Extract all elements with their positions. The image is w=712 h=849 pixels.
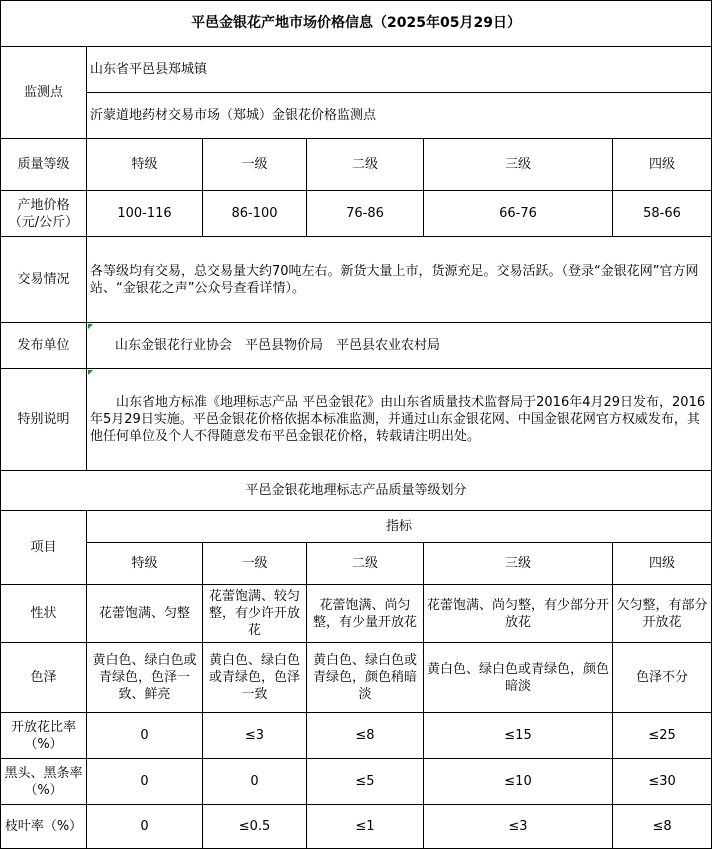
price-label: 产地价格（元/公斤） [1, 191, 87, 237]
cell: ≤5 [307, 759, 424, 805]
std-grade-fourth: 四级 [613, 543, 712, 585]
cell: ≤1 [307, 805, 424, 849]
cell: ≤25 [613, 713, 712, 759]
cell: ≤8 [307, 713, 424, 759]
table-row [1, 643, 712, 713]
cell: ≤10 [424, 759, 613, 805]
publisher-label: 发布单位 [1, 323, 87, 369]
std-grade-first: 一级 [203, 543, 307, 585]
monitor-place: 山东省平邑县郑城镇 [87, 47, 712, 93]
cell: 0 [87, 759, 203, 805]
row-label-open-rate: 开放花比率（%） [1, 713, 87, 759]
price-third: 66-76 [424, 191, 613, 237]
publisher-text: 山东金银花行业协会 平邑县物价局 平邑县农业农村局 [87, 323, 712, 369]
cell: 色泽不分 [613, 643, 712, 713]
cell: ≤3 [424, 805, 613, 849]
std-grade-third: 三级 [424, 543, 613, 585]
row-label-color: 色泽 [1, 643, 87, 713]
item-label: 项目 [1, 511, 87, 585]
trade-text: 各等级均有交易，总交易量大约70吨左右。新货大量上市，货源充足。交易活跃。（登录“金银花网”官方网站、“金银花之声”公众号查看详情）。 [87, 237, 712, 323]
note-label: 特别说明 [1, 369, 87, 471]
grade-first: 一级 [203, 139, 307, 191]
cell: 0 [203, 759, 307, 805]
grade-third: 三级 [424, 139, 613, 191]
cell: ≤15 [424, 713, 613, 759]
page-title: 平邑金银花产地市场价格信息（2025年05月29日） [1, 1, 712, 47]
monitor-label: 监测点 [1, 47, 87, 139]
grade-special: 特级 [87, 139, 203, 191]
price-fourth: 58-66 [613, 191, 712, 237]
cell: 花蕾饱满、较匀整，有少许开放花 [203, 585, 307, 643]
indicator-label: 指标 [87, 511, 712, 543]
cell: 花蕾饱满、尚匀整，有少部分开放花 [424, 585, 613, 643]
cell: 欠匀整，有部分开放花 [613, 585, 712, 643]
cell: 黄白色、绿白色或青绿色，颜色暗淡 [424, 643, 613, 713]
grade-label: 质量等级 [1, 139, 87, 191]
table-row [1, 585, 712, 643]
monitor-market: 沂蒙道地药材交易市场（郑城）金银花价格监测点 [87, 93, 712, 139]
table-row [1, 805, 712, 849]
trade-label: 交易情况 [1, 237, 87, 323]
cell: 黄白色、绿白色或青绿色，色泽一致、鲜亮 [87, 643, 203, 713]
table-row [1, 759, 712, 805]
price-second: 76-86 [307, 191, 424, 237]
cell: 花蕾饱满、匀整 [87, 585, 203, 643]
grade-second: 二级 [307, 139, 424, 191]
table-row [1, 713, 712, 759]
price-first: 86-100 [203, 191, 307, 237]
cell: 0 [87, 805, 203, 849]
cell: 黄白色、绿白色或青绿色，色泽一致 [203, 643, 307, 713]
cell: 0 [87, 713, 203, 759]
row-label-shape: 性状 [1, 585, 87, 643]
std-grade-second: 二级 [307, 543, 424, 585]
cell: ≤0.5 [203, 805, 307, 849]
cell: 花蕾饱满、尚匀整，有少量开放花 [307, 585, 424, 643]
note-text: 山东省地方标准《地理标志产品 平邑金银花》由山东省质量技术监督局于2016年4月29日发布，2016年5月29日实施。平邑金银花价格依据本标准监测，并通过山东金银花网、中国金银花网官方权威发布，其他任何单位及个人不得随意发布平邑金银花价格，转载请注明出处。 [87, 369, 712, 471]
std-grade-special: 特级 [87, 543, 203, 585]
cell: ≤3 [203, 713, 307, 759]
grade-fourth: 四级 [613, 139, 712, 191]
cell: 黄白色、绿白色或青绿色，颜色稍暗淡 [307, 643, 424, 713]
cell: ≤8 [613, 805, 712, 849]
cell: ≤30 [613, 759, 712, 805]
row-label-black-rate: 黑头、黑条率（%） [1, 759, 87, 805]
standard-title: 平邑金银花地理标志产品质量等级划分 [1, 471, 712, 511]
price-special: 100-116 [87, 191, 203, 237]
row-label-branch-rate: 枝叶率（%） [1, 805, 87, 849]
